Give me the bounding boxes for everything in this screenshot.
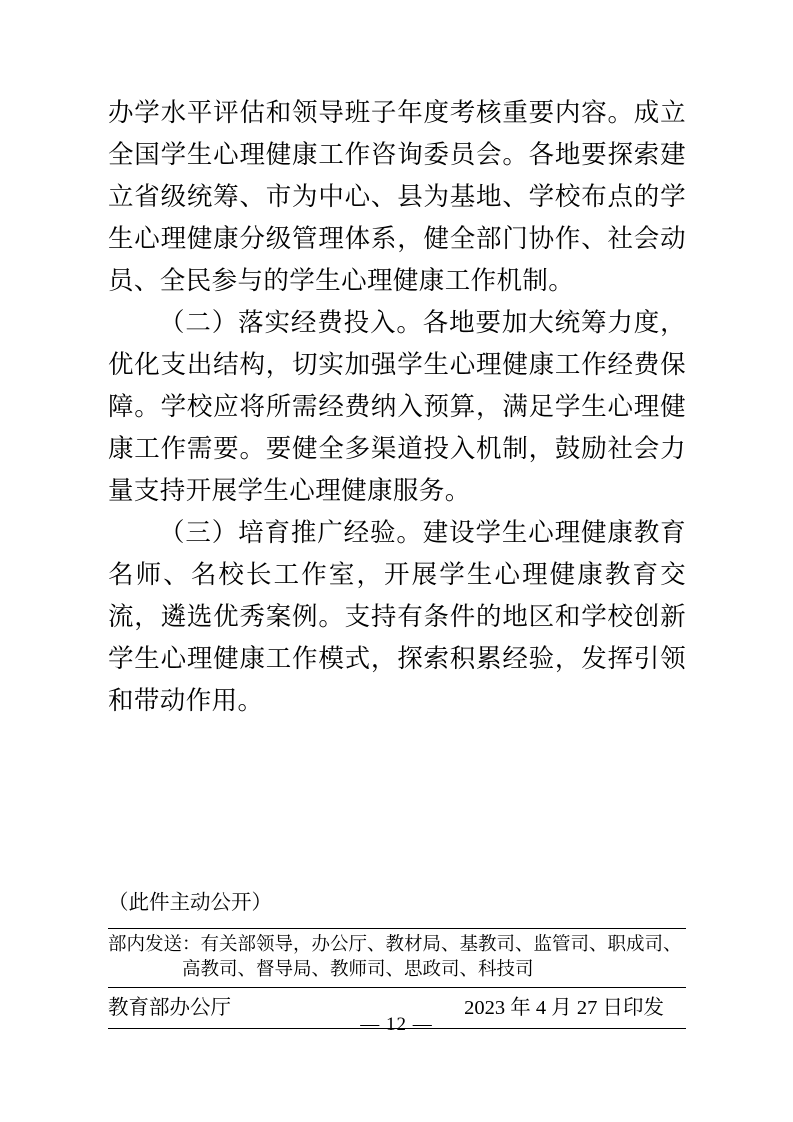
document-body — [108, 92, 686, 1022]
document-footer — [108, 888, 686, 1029]
distribution-row — [108, 928, 686, 988]
paragraph-continuation: 办学水平评估和领导班子年度考核重要内容。成立全国学生心理健康工作咨询委员会。各地要探索建立省级统筹、市为中心、县为基地、学校布点的学生心理健康分级管理体系，健全部门协作、社会动员、全民参与的学生心理健康工作机制。 — [108, 98, 686, 295]
paragraph-section-three: （三）培育推广经验。建设学生心理健康教育名师、名校长工作室，开展学生心理健康教育交流，遴选优秀案例。支持有条件的地区和学校创新学生心理健康工作模式，探索积累经验，发挥引领和带动作用。 — [108, 518, 686, 715]
page-number: — 12 — — [360, 1014, 433, 1035]
issue-date: 2023 年 4 月 27 日印发 — [464, 997, 664, 1019]
distribution-recipients-line2: 高教司、督导局、教师司、思政司、科技司 — [182, 960, 534, 980]
distribution-recipients-line1: 有关部领导，办公厅、教材局、基教司、监管司、职成司、 — [200, 935, 682, 955]
public-disclosure-note: （此件主动公开） — [108, 892, 272, 914]
distribution-line-one — [108, 933, 686, 958]
issuer-name: 教育部办公厅 — [108, 997, 231, 1019]
paragraph-section-two: （二）落实经费投入。各地要加大统筹力度，优化支出结构，切实加强学生心理健康工作经费保障。学校应将所需经费纳入预算，满足学生心理健康工作需要。要健全多渠道投入机制，鼓励社会力量支持开展学生心理健康服务。 — [108, 308, 686, 505]
distribution-label: 部内发送： — [108, 935, 201, 955]
